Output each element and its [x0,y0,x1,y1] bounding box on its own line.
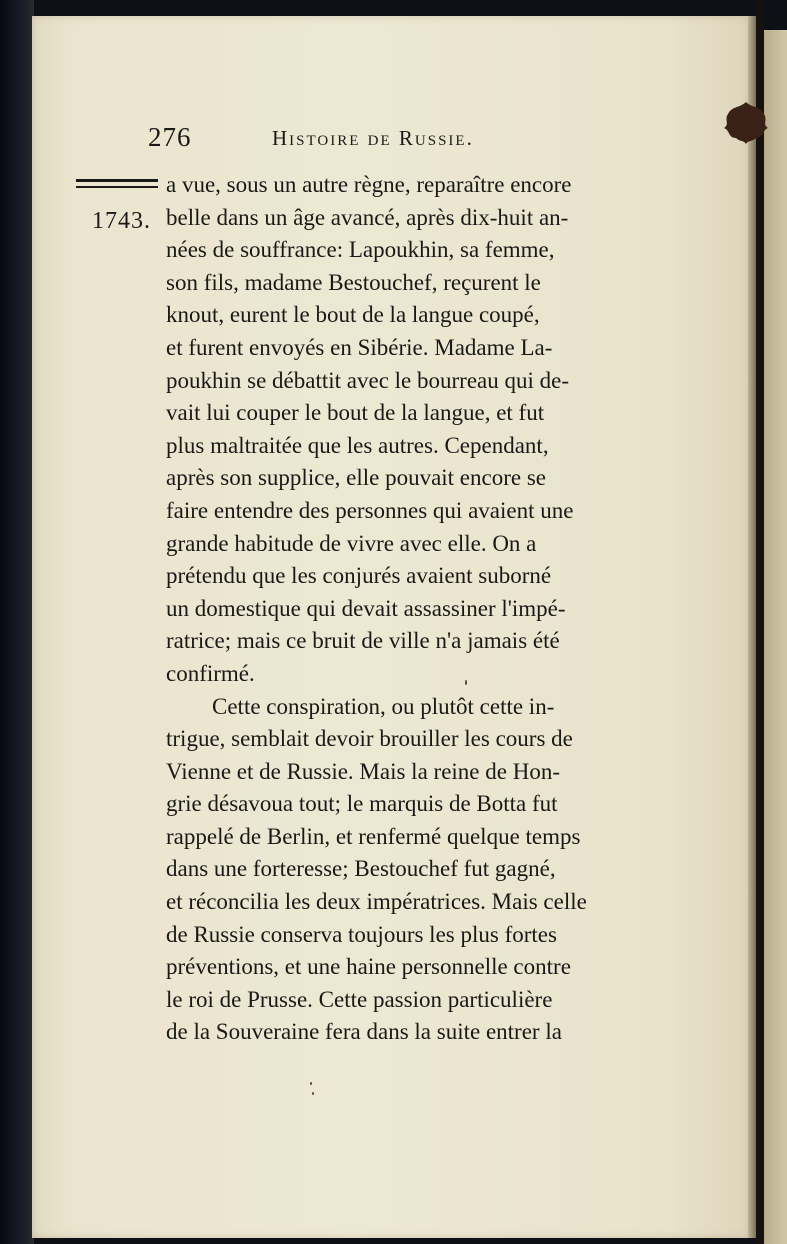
margin-year-note: 1743. [92,208,151,234]
paper-speck [312,1092,314,1095]
paper-speck [310,1082,312,1085]
continuation-rule [76,179,158,191]
page-number: 276 [148,122,192,152]
text-line: a vue, sous un autre règne, reparaître encore [166,172,572,197]
text-line: knout, eurent le bout de la langue coupé, [166,302,540,328]
paragraph [166,691,676,1050]
body-text [166,169,676,1049]
text-line: trigue, semblait devoir brouiller les cours de [166,726,573,752]
text-line: vait lui couper le bout de la langue, et fut [166,400,545,426]
text-line: nées de souffrance: Lapoukhin, sa femme, [166,237,555,263]
text-line: et réconcilia les deux impératrices. Mais celle [166,889,587,915]
page-edge [748,16,756,1238]
text-line: belle dans un âge avancé, après dix-huit an- [166,204,569,230]
text-line: préventions, et une haine personnelle contre [166,954,571,980]
paper-speck [465,680,467,685]
text-line: de la Souveraine fera dans la suite entrer la [166,1019,562,1045]
text-line: confirmé. [166,660,255,686]
text-line: le roi de Prusse. Cette passion particulière [166,986,553,1012]
paragraph [166,169,676,691]
text-line: ratrice; mais ce bruit de ville n'a jamais été [166,628,560,654]
book-gutter [756,0,764,1244]
text-line: dans une forteresse; Bestouchef fut gagné, [166,856,556,882]
text-line: prétendu que les conjurés avaient suborné [166,563,552,589]
text-line: grande habitude de vivre avec elle. On a [166,530,537,556]
text-line: et furent envoyés en Sibérie. Madame La- [166,334,553,360]
text-line: de Russie conserva toujours les plus fortes [166,921,557,947]
text-line: faire entendre des personnes qui avaient une [166,497,574,523]
text-line: après son supplice, elle pouvait encore se [166,465,547,491]
text-line: plus maltraitée que les autres. Cependant, [166,432,549,458]
text-line: poukhin se débattit avec le bourreau qui de- [166,367,569,393]
text-line: son fils, madame Bestouchef, reçurent le [166,269,541,295]
text-line: grie désavoua tout; le marquis de Botta fut [166,791,558,817]
text-line: Cette conspiration, ou plutôt cette in- [212,693,555,719]
text-line: un domestique qui devait assassiner l'impé- [166,595,566,621]
text-line: Vienne et de Russie. Mais la reine de Hon- [166,758,560,784]
facing-page-edge [764,30,787,1244]
running-head [148,122,568,156]
book-binding-left [0,0,34,1244]
fleuron-ornament-icon [718,98,774,146]
running-title: Histoire de Russie. [272,126,474,150]
text-line: rappelé de Berlin, et renfermé quelque temps [166,823,581,849]
